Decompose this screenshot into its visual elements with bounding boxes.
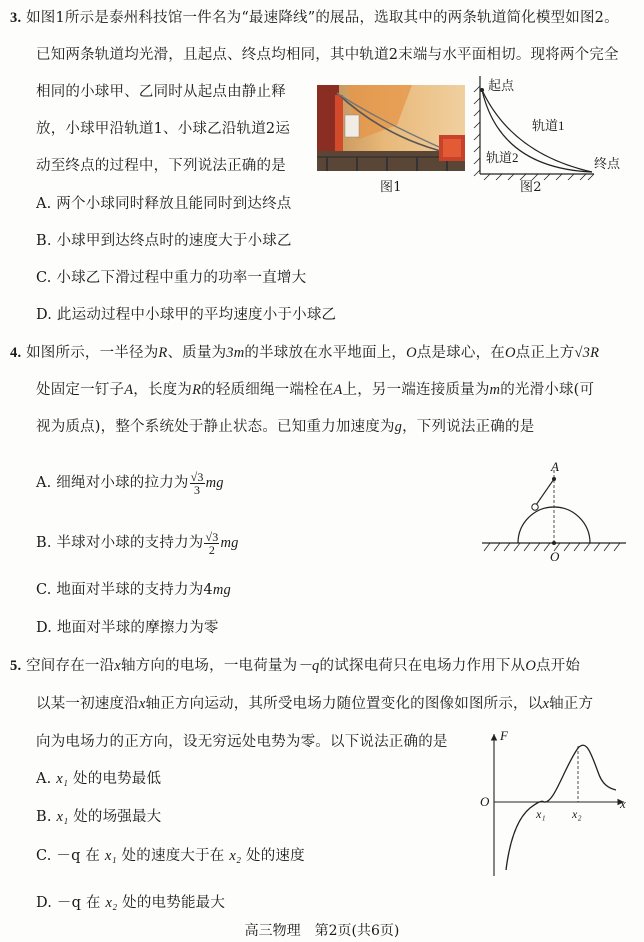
q3-option-d: D. 此运动过程中小球甲的平均速度小于小球乙 [36, 307, 337, 323]
q3-line-4: 放，小球甲沿轨道1、小球乙沿轨道2运 [36, 121, 291, 137]
q4-option-d: D. 地面对半球的摩擦力为零 [36, 620, 219, 636]
q5-figure-curve [506, 745, 616, 870]
q5-option-c-mid: 处的速度大于在 [121, 848, 225, 864]
q4-figure [480, 455, 630, 565]
q5-var-x: x [114, 658, 121, 674]
q4-option-b-tail: mg [220, 535, 239, 551]
q5-number: 5. [10, 658, 22, 674]
q4-option-b-label: B. 半球对小球的支持力为 [36, 535, 204, 551]
q3-figure-1-caption: 图1 [380, 180, 402, 195]
q3-option-b: B. 小球甲到达终点时的速度大于小球乙 [36, 233, 292, 249]
q3-option-c: C. 小球乙下滑过程中重力的功率一直增大 [36, 270, 307, 286]
q5-option-c-x2: x₂ [229, 848, 242, 864]
q5-var-negq: －q [297, 658, 320, 674]
q5-var-x-3: x [542, 696, 550, 712]
q5-line-2 [36, 694, 593, 714]
q4-option-a-label: A. 细绳对小球的拉力为 [36, 475, 189, 491]
q5-stem-1b: 轴方向的电场，一电荷量为 [120, 658, 298, 674]
q4-var-r-2: R [192, 382, 202, 398]
q5-option-c [36, 846, 305, 866]
q4-option-c-text: C. 地面对半球的支持力为4 [36, 582, 213, 598]
q4-var-r: R [158, 345, 168, 361]
figure-2-wall-hatch [474, 86, 480, 176]
q4-figure-label-a: A [551, 459, 559, 474]
q4-var-g: g [394, 419, 403, 435]
q4-var-o: O [406, 345, 417, 361]
q5-option-a-x1: x₁ [56, 771, 69, 787]
q5-stem-2b: 轴正方向运动，其所受电场力随位置变化的图像如图所示，以 [145, 696, 543, 712]
q5-var-x-2: x [138, 696, 146, 712]
q3-figure-2 [472, 76, 638, 182]
q5-stem-1a: 空间存在一沿 [26, 658, 115, 674]
q4-line-2 [36, 380, 594, 400]
q5-figure-label-f: F [500, 728, 508, 743]
q5-figure [474, 728, 634, 888]
q4-line-1 [10, 343, 599, 363]
page-footer: 高三物理 第2页(共6页) [244, 923, 400, 939]
q5-stem-1c: 的试探电荷只在电场力作用下从 [319, 658, 526, 674]
q4-stem-1a: 如图所示，一半径为 [26, 345, 159, 361]
q4-stem-2d: 上，另一端连接质量为 [342, 382, 490, 398]
q4-figure-nail-a [552, 477, 556, 481]
figure-2-track-2-label: 轨道2 [486, 150, 519, 165]
q4-option-a-fraction [190, 471, 205, 496]
q5-line-3: 向为电场力的正方向，设无穷远处电势为零。以下说法正确的是 [36, 734, 448, 750]
q5-figure-label-x: x [620, 796, 626, 811]
q5-stem-2c: 轴正方 [549, 696, 594, 712]
q4-stem-3b: ，下列说法正确的是 [402, 419, 535, 435]
q3-figure-2-caption: 图2 [520, 180, 542, 195]
q4-var-a-2: A [333, 382, 343, 398]
q4-figure-rope [536, 479, 554, 505]
q4-option-b-den: 2 [208, 542, 216, 557]
q4-figure-ball [532, 504, 538, 510]
q4-number: 4. [10, 345, 22, 361]
q5-figure-label-o: O [480, 794, 490, 809]
q5-option-c-post: 处的速度 [246, 848, 305, 864]
q5-option-b-post: 处的场强最大 [73, 809, 162, 825]
q5-line-1 [10, 656, 580, 676]
q5-option-c-x1: x₁ [104, 848, 117, 864]
figure-2-track-1-label: 轨道1 [532, 118, 565, 133]
q3-number: 3. [10, 10, 22, 26]
figure-2-end-label: 终点 [594, 156, 621, 171]
figure-2-start-label: 起点 [488, 78, 515, 93]
q5-figure-label-x2: x₂ [572, 807, 582, 821]
q4-var-3m: 3m [226, 345, 245, 361]
q3-figure-1-photo [317, 85, 465, 171]
q4-stem-1d: 点是球心，在 [416, 345, 505, 361]
q4-stem-2a: 处固定一钉子 [36, 382, 125, 398]
q4-stem-2c: 的轻质细绳一端栓在 [201, 382, 334, 398]
q5-option-b-x1: x₁ [56, 809, 69, 825]
q5-figure-label-x1: x₁ [536, 807, 546, 821]
q4-figure-label-o: O [550, 549, 560, 564]
q4-option-b [36, 530, 239, 556]
q4-stem-1e: 点正上方 [515, 345, 575, 361]
q3-line-1 [10, 8, 619, 28]
q4-var-o-2: O [504, 345, 516, 361]
q3-line-3: 相同的小球甲、乙同时从起点由静止释 [36, 84, 286, 100]
q5-option-d-pre: D. －q 在 [36, 895, 101, 911]
q4-option-a-den: 3 [193, 482, 201, 497]
q4-option-c-tail: mg [212, 582, 231, 598]
q3-stem-1: 如图1所示是泰州科技馆一件名为“最速降线”的展品，选取其中的两条轨道简化模型如图2。 [26, 10, 619, 26]
q4-stem-2e: 的光滑小球(可 [500, 382, 595, 398]
q4-var-sqrt3r: √3R [574, 345, 600, 361]
figure-2-start-dot [480, 88, 484, 92]
q4-option-a [36, 470, 224, 496]
q4-option-a-num: √3 [190, 469, 204, 484]
q4-option-a-tail: mg [205, 475, 224, 491]
q5-option-d-post: 处的电势能最大 [122, 895, 226, 911]
q5-var-o: O [525, 658, 536, 674]
q4-stem-1c: 的半球放在水平地面上， [244, 345, 407, 361]
q4-stem-2b: ，长度为 [133, 382, 193, 398]
q5-option-b [36, 807, 161, 827]
q3-line-5: 动至终点的过程中，下列说法正确的是 [36, 158, 286, 174]
q4-var-a: A [124, 382, 134, 398]
q5-stem-1d: 点开始 [535, 658, 581, 674]
q4-option-c [36, 580, 231, 600]
q4-figure-center-o [552, 541, 556, 545]
q5-option-c-pre: C. －q 在 [36, 848, 101, 864]
q4-option-b-fraction [204, 531, 219, 556]
q5-option-a [36, 769, 161, 789]
q5-option-a-pre: A. [36, 771, 52, 787]
q5-option-b-pre: B. [36, 809, 52, 825]
q3-line-2: 已知两条轨道均光滑，且起点、终点均相同，其中轨道2末端与水平面相切。现将两个完全 [36, 47, 619, 63]
q4-option-b-num: √3 [205, 529, 219, 544]
q3-option-a: A. 两个小球同时释放且能同时到达终点 [36, 196, 292, 212]
q4-stem-1b: 、质量为 [167, 345, 227, 361]
q4-var-m: m [489, 382, 501, 398]
q5-stem-2a: 以某一初速度沿 [36, 696, 139, 712]
q4-stem-3a: 视为质点)，整个系统处于静止状态。已知重力加速度为 [36, 419, 395, 435]
q5-option-d [36, 893, 225, 913]
q5-option-a-post: 处的电势最低 [73, 771, 162, 787]
q4-line-3 [36, 417, 534, 437]
q5-option-d-x2: x₂ [105, 895, 118, 911]
